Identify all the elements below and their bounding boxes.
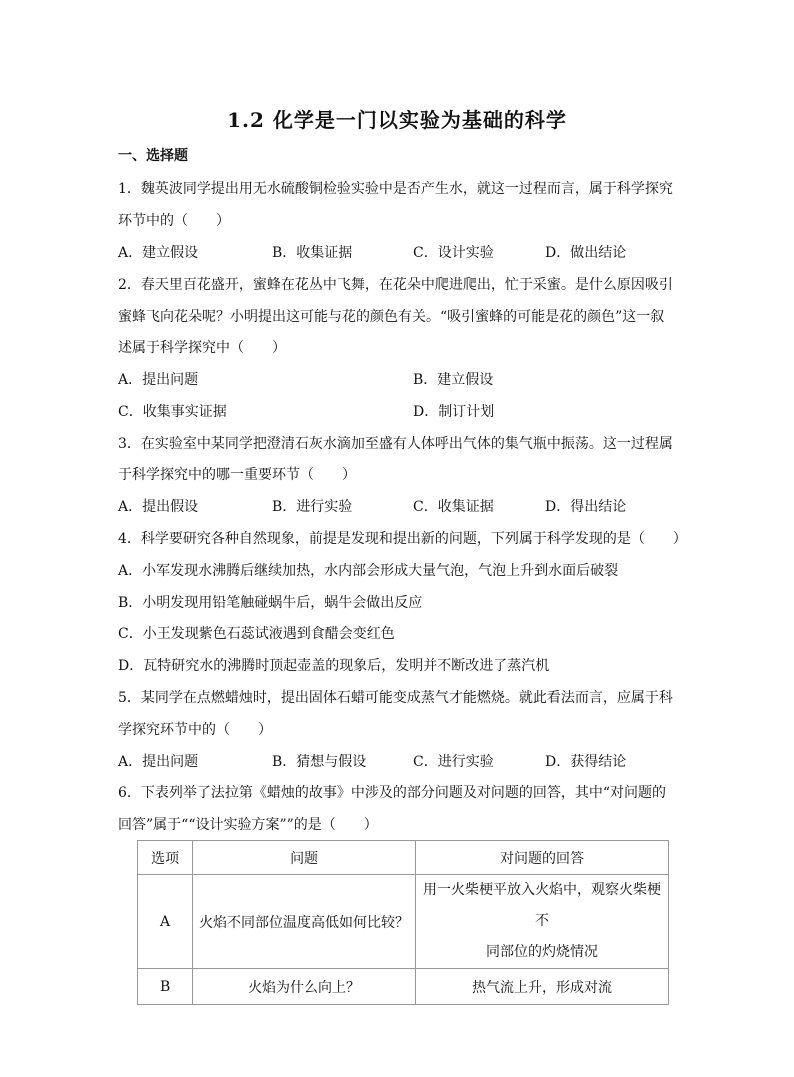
question-4-option-b: B．小明发现用铅笔触碰蜗牛后，蜗牛会做出反应 [118,595,423,611]
question-6-line-1: 6．下表列举了法拉第《蜡烛的故事》中涉及的部分问题及对问题的回答，其中“对问题的 [118,785,667,801]
table-cell-question: 火焰为什么向上？ [193,969,416,1005]
question-2-option-d: D．制订计划 [413,404,495,420]
table-cell-answer-line-2: 同部位的灼烧情况 [485,944,598,960]
table-cell-option: B [138,969,193,1005]
question-2-option-b: B．建立假设 [413,372,494,388]
question-3-option-c: C．收集证据 [413,499,494,515]
question-5-option-b: B．猜想与假设 [272,754,367,770]
table-cell-answer: 热气流上升，形成对流 [415,969,668,1005]
question-2-line-3: 述属于科学探究中（ ） [118,340,286,356]
table-header-row [138,841,669,875]
question-3-option-d: D．得出结论 [545,499,627,515]
question-3-option-b: B．进行实验 [272,499,353,515]
table-cell-answer [415,875,668,969]
question-4-option-c: C．小王发现紫色石蕊试液遇到食醋会变红色 [118,626,395,642]
question-1-option-c: C．设计实验 [413,245,494,261]
question-2-line-1: 2．春天里百花盛开，蜜蜂在花丛中飞舞，在花朵中爬进爬出，忙于采蜜。是什么原因吸引 [118,277,673,293]
table-row [138,969,669,1005]
question-2-line-2: 蜜蜂飞向花朵呢？小明提出这可能与花的颜色有关。“吸引蜜蜂的可能是花的颜色”这一叙 [118,309,665,325]
question-3-option-a: A．提出假设 [118,499,199,515]
question-3-line-2: 于科学探究中的哪一重要环节（ ） [118,467,356,483]
question-5-option-c: C．进行实验 [413,754,494,770]
question-5-option-a: A．提出问题 [118,754,199,770]
table-cell-answer-line-1: 用一火柴梗平放入火焰中，观察火柴梗不 [422,882,661,929]
question-6-table [137,840,669,1005]
question-5-line-2: 学探究环节中的（ ） [118,722,272,738]
table-header-question: 问题 [193,841,416,875]
question-2-option-a: A．提出问题 [118,372,199,388]
question-2-option-c: C．收集事实证据 [118,404,227,420]
question-1-option-b: B．收集证据 [272,245,353,261]
question-4-option-a: A．小军发现水沸腾后继续加热，水内部会形成大量气泡，气泡上升到水面后破裂 [118,563,619,579]
question-6-line-2: 回答”属于““设计实验方案””的是（ ） [118,817,378,833]
question-5-line-1: 5．某同学在点燃蜡烛时，提出固体石蜡可能变成蒸气才能燃烧。就此看法而言，应属于科 [118,690,673,706]
table-header-answer: 对问题的回答 [415,841,668,875]
question-5-option-d: D．获得结论 [545,754,627,770]
question-1-option-a: A．建立假设 [118,245,199,261]
table-row [138,875,669,969]
page-title: 1.2 化学是一门以实验为基础的科学 [227,108,567,132]
question-1-option-d: D．做出结论 [545,245,627,261]
table-cell-option: A [138,875,193,969]
question-4-line-1: 4．科学要研究各种自然现象，前提是发现和提出新的问题，下列属于科学发现的是（ ） [118,531,687,547]
section-heading: 一、选择题 [118,148,188,164]
question-1-line-2: 环节中的（ ） [118,213,230,229]
question-3-line-1: 3．在实验室中某同学把澄清石灰水滴加至盛有人体呼出气体的集气瓶中振荡。这一过程属 [118,436,673,452]
table-cell-question: 火焰不同部位温度高低如何比较？ [193,875,416,969]
question-1-line-1: 1．魏英波同学提出用无水硫酸铜检验实验中是否产生水，就这一过程而言，属于科学探究 [118,181,673,197]
question-4-option-d: D．瓦特研究水的沸腾时顶起壶盖的现象后，发明并不断改进了蒸汽机 [118,658,550,674]
table-header-option: 选项 [138,841,193,875]
